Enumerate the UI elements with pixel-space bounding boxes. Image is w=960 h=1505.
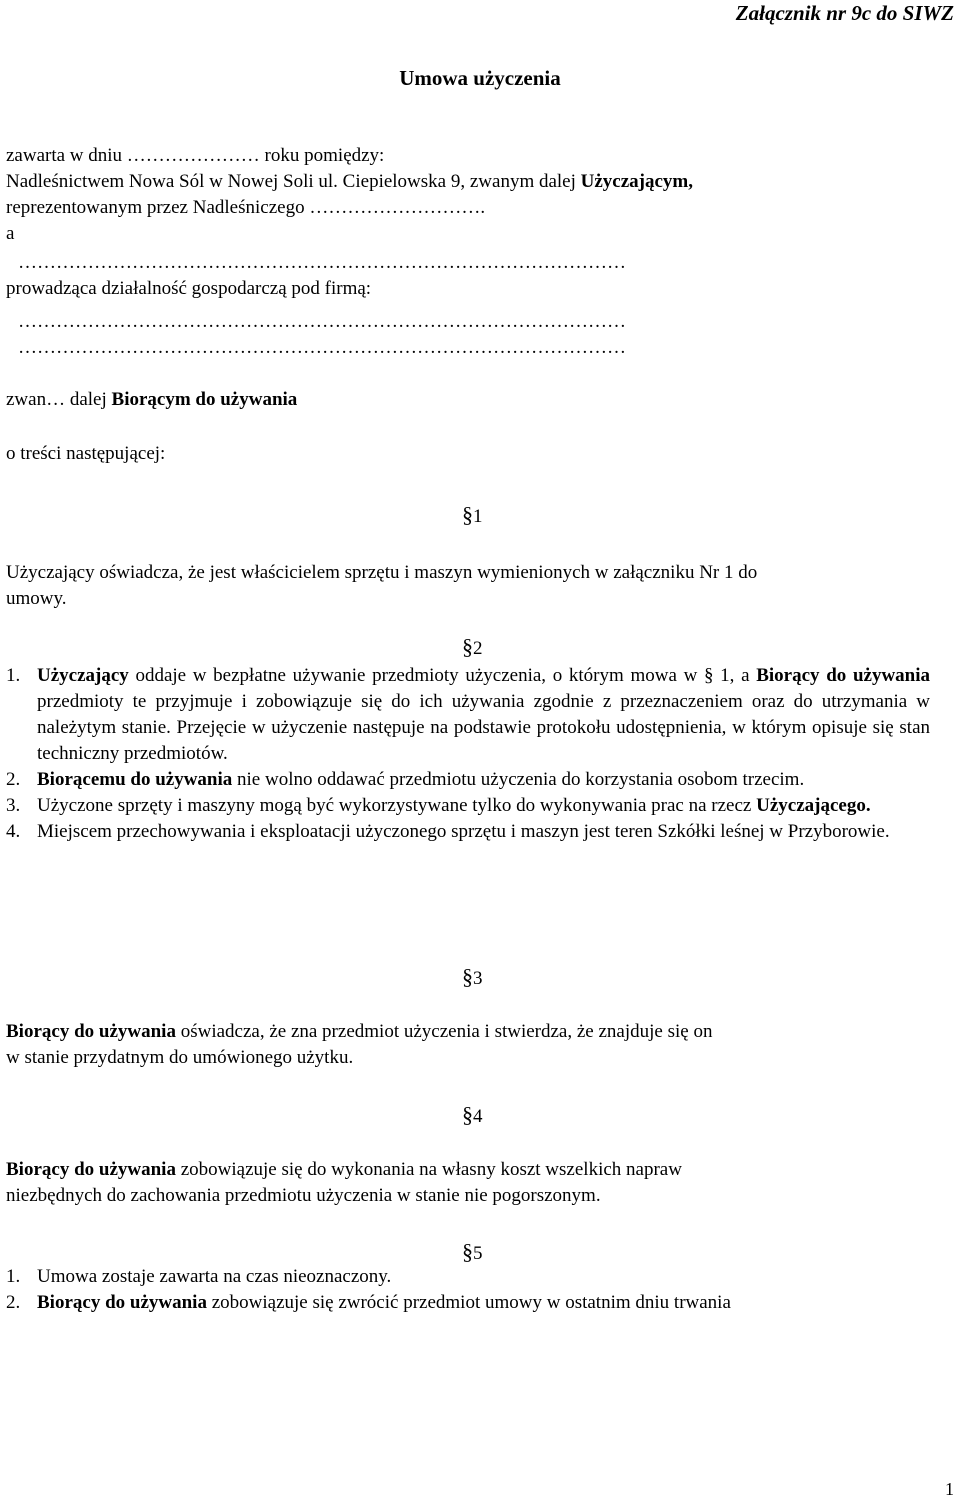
section-2-heading: §2 xyxy=(462,634,483,659)
section-3-text-cont: w stanie przydatnym do umówionego użytku. xyxy=(6,1047,354,1068)
intro-lender-line: Nadleśnictwem Nowa Sól w Nowej Soli ul. Ciepielowska 9, zwanym dalej Użyczającym, xyxy=(6,171,694,192)
document-title: Umowa użyczenia xyxy=(399,66,561,90)
blank-line: …………………………………………………………………………………… xyxy=(18,311,626,332)
intro-date-line: zawarta w dniu ………………… roku pomiędzy: xyxy=(6,145,385,166)
section-5-list xyxy=(6,1264,930,1316)
list-item: 2. Biorący do używania zobowiązuje się zwrócić przedmiot umowy w ostatnim dniu trwania xyxy=(6,1292,731,1313)
section-1-text-cont: umowy. xyxy=(6,588,67,609)
list-item: 1. Użyczający oddaje w bezpłatne używanie przedmioty użyczenia, o którym mowa w § 1, a Biorący do używania przedmioty te przyjmuje i zobowiązuje się do ich używania zgodnie z przeznaczeniem oraz do utrzymania w należytym stanie. Przejęcie w użyczenie następuje na podstawie protokołu udostępnienia, w którym opisuje się stan techniczny przedmiotów. xyxy=(6,665,931,764)
intro-representative-line: reprezentowanym przez Nadleśniczego ………………………. xyxy=(6,197,486,218)
intro-business-line: prowadząca działalność gospodarczą pod firmą: xyxy=(6,278,372,299)
annex-label: Załącznik nr 9c do SIWZ xyxy=(735,1,954,25)
list-item: 1. Umowa zostaje zawarta na czas nieoznaczony. xyxy=(6,1266,392,1287)
list-item: 4. Miejscem przechowywania i eksploatacji użyczonego sprzętu i maszyn jest teren Szkółki leśnej w Przyborowie. xyxy=(6,821,890,842)
intro-and: a xyxy=(6,223,15,244)
blank-line: …………………………………………………………………………………… xyxy=(18,337,626,358)
section-3-text: Biorący do używania oświadcza, że zna przedmiot użyczenia i stwierdza, że znajduje się on xyxy=(6,1021,713,1042)
section-1-text: Użyczający oświadcza, że jest właścicielem sprzętu i maszyn wymienionych w załączniku Nr 1 do xyxy=(6,562,758,583)
page-number: 1 xyxy=(945,1479,954,1499)
blank-line: …………………………………………………………………………………… xyxy=(18,252,626,273)
intro-borrower-line: zwan… dalej Biorącym do używania xyxy=(6,389,298,410)
section-5-heading: §5 xyxy=(462,1239,483,1264)
list-item: 3. Użyczone sprzęty i maszyny mogą być wykorzystywane tylko do wykonywania prac na rzecz Użyczającego. xyxy=(6,795,871,816)
section-4-text-cont: niezbędnych do zachowania przedmiotu użyczenia w stanie nie pogorszonym. xyxy=(6,1185,601,1206)
section-3-heading: §3 xyxy=(462,964,483,989)
intro-content-line: o treści następującej: xyxy=(6,443,166,464)
list-item: 2. Biorącemu do używania nie wolno oddawać przedmiotu użyczenia do korzystania osobom trzecim. xyxy=(6,769,805,790)
section-1-heading: §1 xyxy=(462,502,483,527)
section-4-heading: §4 xyxy=(462,1102,483,1127)
section-2-list xyxy=(6,663,930,845)
section-4-text: Biorący do używania zobowiązuje się do wykonania na własny koszt wszelkich napraw xyxy=(6,1159,682,1180)
